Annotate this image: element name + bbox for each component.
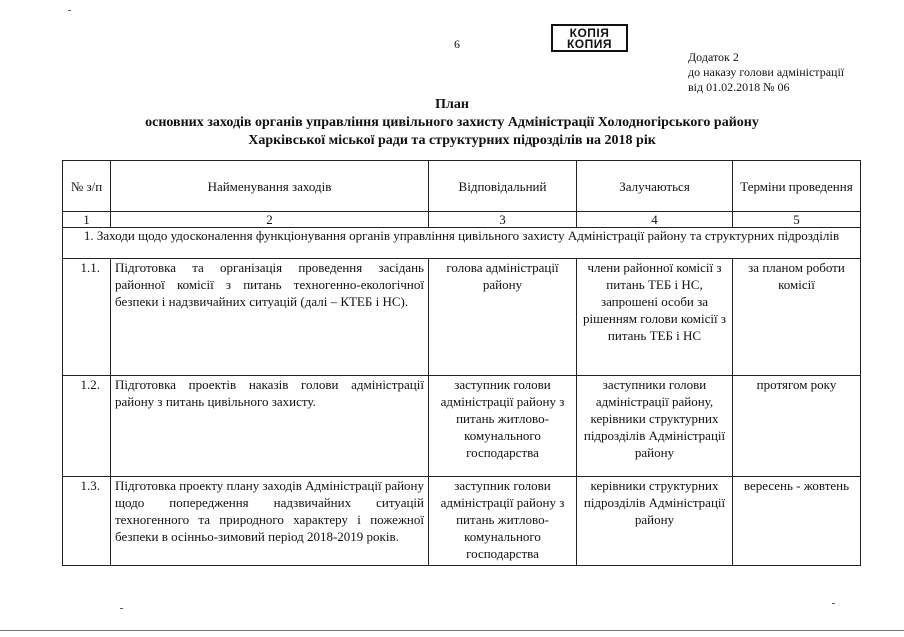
table-row bbox=[63, 259, 861, 376]
stamp-line-2: КОПИЯ bbox=[566, 37, 613, 51]
plan-table bbox=[62, 160, 861, 566]
scan-speck bbox=[68, 10, 71, 11]
row-number: 1.3. bbox=[63, 477, 111, 566]
row-terms: протягом року bbox=[733, 376, 861, 477]
addendum-line-1: Додаток 2 bbox=[688, 50, 739, 64]
column-number: 3 bbox=[429, 212, 577, 228]
row-measure: Підготовка проектів наказів голови адміністрації району з питань цивільного захисту. bbox=[111, 376, 429, 477]
table-row bbox=[63, 376, 861, 477]
row-involved: члени районної комісії з питань ТЕБ і НС, запрошені особи за рішенням голови комісії з питань ТЕБ і НС bbox=[577, 259, 733, 376]
row-number: 1.2. bbox=[63, 376, 111, 477]
column-number: 1 bbox=[63, 212, 111, 228]
scan-edge-line bbox=[0, 630, 904, 631]
header-terms: Терміни проведення bbox=[733, 161, 861, 212]
title-line-2: основних заходів органів управління цивільного захисту Адміністрації Холодногірського району bbox=[145, 115, 759, 130]
column-number-row bbox=[63, 212, 861, 228]
title-line-3: Харківської міської ради та структурних підрозділів на 2018 рік bbox=[248, 133, 656, 148]
header-responsible: Відповідальний bbox=[429, 161, 577, 212]
row-number: 1.1. bbox=[63, 259, 111, 376]
addendum-line-3: від 01.02.2018 № 06 bbox=[688, 80, 790, 94]
row-responsible: заступник голови адміністрації району з питань житлово-комунального господарства bbox=[429, 477, 577, 566]
header-num: № з/п bbox=[63, 161, 111, 212]
header-involved: Залучаються bbox=[577, 161, 733, 212]
copy-stamp bbox=[551, 24, 628, 52]
addendum-block bbox=[688, 50, 844, 95]
row-measure: Підготовка та організація проведення засідань районної комісії з питань техногенно-екологічної безпеки і надзвичайних ситуацій (далі – КТЕБ і НС). bbox=[111, 259, 429, 376]
section-heading-row bbox=[63, 228, 861, 259]
table-header-row bbox=[63, 161, 861, 212]
stamp-line-1: КОПІЯ bbox=[569, 26, 610, 40]
header-name: Найменування заходів bbox=[111, 161, 429, 212]
scan-speck bbox=[832, 603, 835, 604]
section-heading: 1. Заходи щодо удосконалення функціонування органів управління цивільного захисту Адміністрації району та структурних підрозділів bbox=[63, 228, 861, 259]
column-number: 4 bbox=[577, 212, 733, 228]
addendum-line-2: до наказу голови адміністрації bbox=[688, 65, 845, 79]
row-responsible: голова адміністрації району bbox=[429, 259, 577, 376]
scan-speck bbox=[120, 608, 123, 609]
column-number: 2 bbox=[111, 212, 429, 228]
table-row bbox=[63, 477, 861, 566]
title-line-1: План bbox=[435, 97, 469, 112]
page-number: 6 bbox=[454, 37, 460, 51]
row-responsible: заступник голови адміністрації району з питань житлово-комунального господарства bbox=[429, 376, 577, 477]
column-number: 5 bbox=[733, 212, 861, 228]
row-terms: за планом роботи комісії bbox=[733, 259, 861, 376]
document-title bbox=[0, 96, 904, 150]
row-involved: заступники голови адміністрації району, керівники структурних підрозділів Адміністрації району bbox=[577, 376, 733, 477]
row-terms: вересень - жовтень bbox=[733, 477, 861, 566]
row-measure: Підготовка проекту плану заходів Адміністрації району щодо попередження надзвичайних ситуацій техногенного та природного характеру і пожежної безпеки в осінньо-зимовий період 2018-2019 років. bbox=[111, 477, 429, 566]
row-involved: керівники структурних підрозділів Адміністрації району bbox=[577, 477, 733, 566]
